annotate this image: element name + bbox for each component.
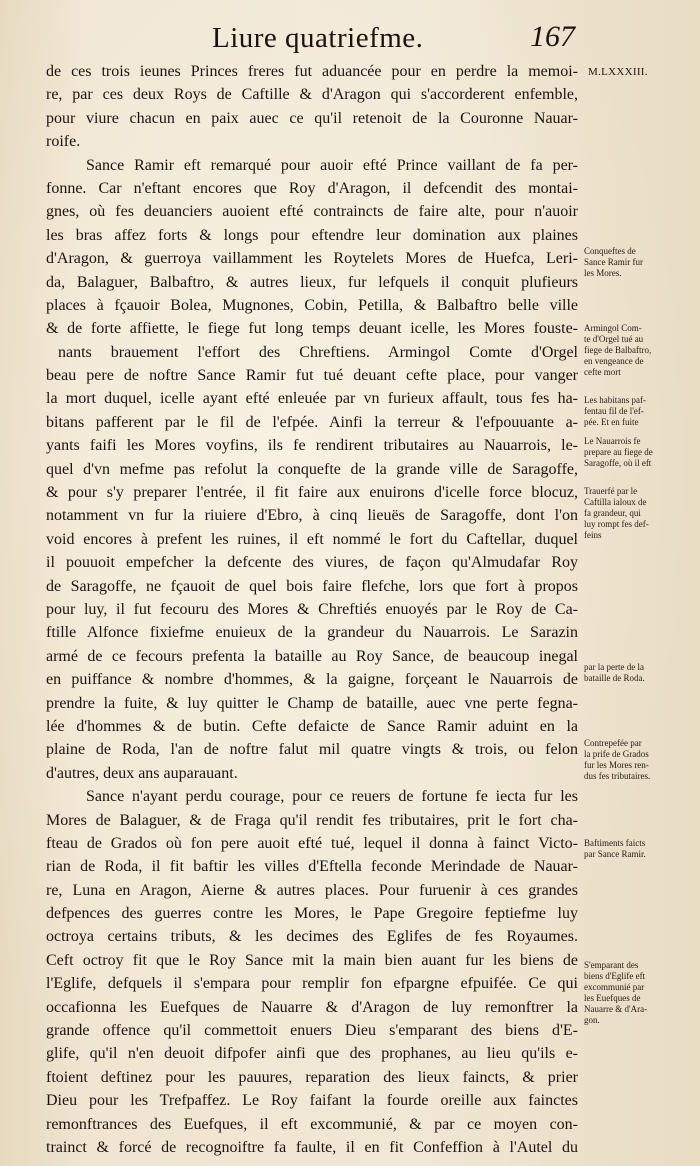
text-line: fteau de Grados où fon pere auoit efté tué, lequel il donna à fainct Victo- bbox=[46, 834, 578, 852]
margin-note bbox=[584, 246, 680, 279]
text-line: pour viure chacun en paix auec ce qu'il retenoit de la Couronne Nauar- bbox=[46, 109, 578, 127]
text-line: & de forte affiette, le fiege fut long temps deuant icelle, les Mores fouste- bbox=[46, 320, 578, 338]
text-line: re, Luna en Aragon, Aierne & autres places. Pour furuenir à ces grandes bbox=[46, 881, 578, 899]
text-line: occafionna les Euefques de Nauarre & d'Aragon de luy remonftrer la bbox=[46, 998, 578, 1016]
margin-note bbox=[584, 395, 680, 428]
text-line: Sance n'ayant perdu courage, pour ce reuers de fortune fe iecta fur les bbox=[86, 788, 578, 806]
margin-note-line: gon. bbox=[584, 1015, 600, 1025]
margin-note-line: excommunié par bbox=[584, 982, 645, 992]
running-title: Liure quatriefme. bbox=[212, 22, 424, 54]
text-line: grande offence qu'il commettoit enuers Dieu s'emparant des biens d'E- bbox=[46, 1022, 578, 1040]
margin-note bbox=[584, 662, 680, 684]
text-line: d'Aragon, & guerroya vaillamment les Roytelets Mores de Huefca, Leri- bbox=[46, 250, 578, 268]
text-line: les bras affez forts & longs pour eftendre leur domination aux plaines bbox=[46, 226, 578, 244]
text-line: re, par ces deux Roys de Caftille & d'Aragon qui s'accorderent enfemble, bbox=[46, 86, 578, 104]
text-line: l'Eglife, defquels il s'empara pour remplir fon efpargne efpuifée. Ce qui bbox=[46, 975, 578, 993]
text-line: remonftrances des Euefques, il eft excommunié, & par ce moyen con- bbox=[46, 1115, 578, 1133]
text-line: pour luy, il fut fecouru des Mores & Chreftiés enuoyés par le Roy de Ca- bbox=[46, 600, 578, 618]
text-line: prendre la fuite, & luy quitter le Champ de bataille, auec vne perte fegna- bbox=[46, 694, 578, 712]
margin-note-line: bataille de Roda. bbox=[584, 673, 645, 683]
margin-note bbox=[584, 486, 680, 541]
margin-note-line: la prife de Grados bbox=[584, 749, 649, 759]
margin-note-line: cefte mort bbox=[584, 367, 621, 377]
text-line: armé de ce fecours prefenta la bataille au Roy Sance, de beaucoup inegal bbox=[46, 647, 578, 665]
margin-note-line: Sance Ramir fur bbox=[584, 257, 643, 267]
text-line: plaine de Roda, l'an de noftre falut mil quatre vingts & trois, ou felon bbox=[46, 741, 578, 759]
text-line: yants faifi les Mores voyfins, ils fe rendirent tributaires au Nauarrois, le- bbox=[46, 437, 578, 455]
margin-year: M.LXXXIII. bbox=[588, 66, 648, 78]
margin-note-line: Saragoffe, où il eft bbox=[584, 458, 652, 468]
text-line: bitans pafferent par le fil de l'efpée. Ainfi la terreur & l'efpouuante a- bbox=[46, 413, 578, 431]
margin-note-line: les Euefques de bbox=[584, 993, 641, 1003]
text-line: places à fçauoir Bolea, Mugnones, Cobin, Petilla, & Balbaftro belle ville bbox=[46, 296, 578, 314]
margin-note-line: Armingol Com- bbox=[584, 323, 642, 333]
text-line: roife. bbox=[46, 133, 81, 151]
text-line: fonne. Car n'eftant encores que Roy d'Aragon, il defcendit des montai- bbox=[46, 179, 578, 197]
margin-note-line: fentau fil de l'ef- bbox=[584, 406, 644, 416]
margin-note-line: Conqueftes de bbox=[584, 246, 636, 256]
margin-note-line: luy rompt fes def- bbox=[584, 519, 649, 529]
margin-note-line: feins bbox=[584, 530, 602, 540]
text-line: Sance Ramir eft remarqué pour auoir efté Prince vaillant de fa per- bbox=[86, 156, 578, 174]
margin-note-line: Nauarre & d'Ara- bbox=[584, 1004, 648, 1014]
text-line: & pour s'y preparer l'entrée, il fit faire aux enuirons d'icelle force blocuz, bbox=[46, 484, 578, 502]
text-line: Dieu pour les Trefpaffez. Le Roy faifant la fourde oreille aux fainctes bbox=[46, 1092, 578, 1110]
margin-note-line: par la perte de la bbox=[584, 662, 644, 672]
text-line: il pouuoit empefcher la defcente des viures, de façon qu'Almudafar Roy bbox=[46, 554, 578, 572]
main-text-column bbox=[46, 60, 578, 1159]
text-line: de Saragoffe, ne fçauoit de quel bois faire flefche, lors que fort à propos bbox=[46, 577, 578, 595]
margin-note bbox=[584, 960, 680, 1026]
margin-note-line: Trauerfé par le bbox=[584, 486, 638, 496]
margin-note-line: te d'Orgel tué au bbox=[584, 334, 644, 344]
text-line: void encores à prefent les ruines, il eft nommé le fort du Caftellar, duquel bbox=[46, 530, 578, 548]
margin-note-line: les Mores. bbox=[584, 268, 622, 278]
text-line: rian de Roda, il fit baftir les villes d'Eftella feconde Merindade de Nauar- bbox=[46, 858, 578, 876]
margin-note bbox=[584, 838, 680, 860]
margin-note-line: Caftilla ialoux de bbox=[584, 497, 647, 507]
text-line: gnes, où fes deuanciers auoient efté contraincts de faire alte, pour n'auoir bbox=[46, 203, 578, 221]
text-line: ftille Alfonce fixiefme enuieux de la grandeur du Nauarrois. Le Sarazin bbox=[46, 624, 578, 642]
text-line: trainct & forcé de recognoiftre fa faulte, il en fit Confeffion à l'Autel du bbox=[46, 1138, 578, 1156]
margin-note-line: Les habitans paf- bbox=[584, 395, 646, 405]
text-line: defpences des guerres contre les Mores, le Pape Gregoire feptiefme luy bbox=[46, 905, 578, 923]
text-line: lée d'hommes & de butin. Cefte defaicte de Sance Ramir aduint en la bbox=[46, 717, 578, 735]
text-line: Ceft octroy fit que le Roy Sance mit la main bien auant fur les biens de bbox=[46, 951, 578, 969]
text-line: octroya certains tributs, & les decimes des Eglifes de fes Royaumes. bbox=[46, 928, 578, 946]
margin-note-line: biens d'Eglife eft bbox=[584, 971, 646, 981]
margin-note-line: fa grandeur, qui bbox=[584, 508, 641, 518]
margin-note-line: prepare au fiege de bbox=[584, 447, 653, 457]
text-line: beau pere de noftre Sance Ramir fut tué deuant cefte place, pour vanger bbox=[46, 367, 578, 385]
text-line: glife, qu'il n'en deuoit difpofer ainfi que des prophanes, au lieu qu'ils e- bbox=[46, 1045, 578, 1063]
text-line: Mores de Balaguer, & de Fraga qu'il rendit fes tributaires, prit le fort cha- bbox=[46, 811, 578, 829]
margin-note-line: Contrepefée par bbox=[584, 738, 642, 748]
margin-note bbox=[584, 436, 680, 469]
page-number: 167 bbox=[530, 20, 575, 53]
margin-note-line: par Sance Ramir. bbox=[584, 849, 646, 859]
text-line: d'autres, deux ans auparauant. bbox=[46, 764, 238, 782]
text-line: notamment vn fur la riuiere d'Ebro, à cinq lieuës de Saragoffe, dont l'on bbox=[46, 507, 578, 525]
text-line: ftoient deftinez pour les pauures, reparation des lieux faincts, & prier bbox=[46, 1068, 578, 1086]
text-line: de ces trois ieunes Princes freres fut aduancée pour en perdre la memoi- bbox=[46, 63, 578, 80]
text-line: quel d'vn mefme pas refolut la conquefte de la grande ville de Saragoffe, bbox=[46, 460, 578, 478]
margin-note bbox=[584, 323, 680, 378]
margin-note-line: Le Nauarrois fe bbox=[584, 436, 641, 446]
margin-note-line: S'emparant des bbox=[584, 960, 639, 970]
margin-note-line: fiege de Balbaftro, bbox=[584, 345, 652, 355]
margin-note-line: fur les Mores ren- bbox=[584, 760, 649, 770]
margin-note-line: pée. Et en fuite bbox=[584, 417, 639, 427]
margin-note-line: dus fes tributaires. bbox=[584, 771, 651, 781]
text-line: nants brauement l'effort des Chreftiens. Armingol Comte d'Orgel bbox=[58, 343, 578, 361]
margin-note bbox=[584, 738, 680, 782]
margin-note-line: en vengeance de bbox=[584, 356, 644, 366]
text-line: la mort duquel, icelle ayant efté enleuée par vn furieux affault, tous fes ha- bbox=[46, 390, 578, 408]
text-line: en puiffance & nombre d'hommes, & la gaigne, forçeant le Nauarrois de bbox=[46, 671, 578, 689]
text-line: da, Balaguer, Balbaftro, & autres lieux, fur lefquels il conquit plufieurs bbox=[46, 273, 578, 291]
margin-note-line: Baftiments faicts bbox=[584, 838, 646, 848]
